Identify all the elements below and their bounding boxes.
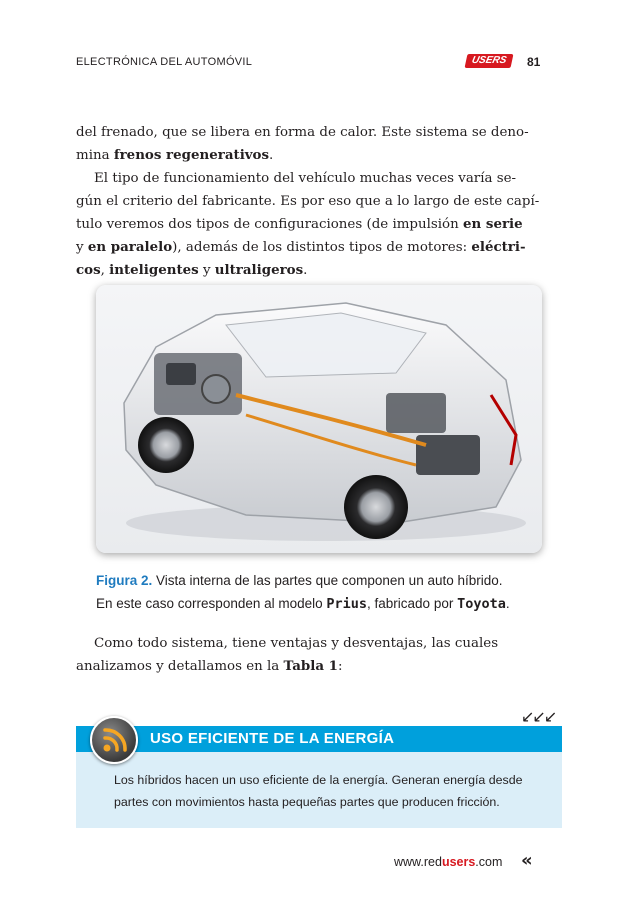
text-line: cos, inteligentes y ultraligeros. [76, 262, 308, 278]
tip-title: USO EFICIENTE DE LA ENERGÍA [150, 730, 395, 747]
rss-feed-icon [90, 716, 138, 764]
term-frenos-regenerativos: frenos regenerativos [113, 147, 270, 163]
tip-text: Los híbridos hacen un uso eficiente de la energía. Generan energía desde partes con movimientos hasta pequeñas partes que producen fricción. [114, 773, 523, 809]
text-line: mina frenos regenerativos. [76, 147, 274, 163]
term-ultraligeros: ultraligeros [214, 262, 304, 278]
model-name: Prius [326, 596, 368, 612]
figure-caption-line-2: En este caso corresponden al modelo Prius, fabricado por Toyota. [96, 596, 510, 612]
users-logo: USERS [465, 54, 514, 68]
term-en-paralelo: en paralelo [87, 239, 173, 255]
text-line: gún el criterio del fabricante. Es por eso que a lo largo de este capí- [76, 194, 540, 209]
text-line: tulo veremos dos tipos de configuraciones (de impulsión en serie [76, 216, 523, 232]
table-reference: Tabla 1 [283, 658, 338, 674]
text-line: analizamos y detallamos en la Tabla 1: [76, 658, 343, 674]
car-illustration [96, 285, 542, 553]
tip-arrows: ↙↙↙ [521, 707, 556, 726]
figure-label: Figura 2. [96, 573, 153, 588]
hybrid-car-cutaway-image [96, 285, 542, 553]
running-header-title: ELECTRÓNICA DEL AUTOMÓVIL [76, 56, 253, 68]
text-line: del frenado, que se libera en forma de calor. Este sistema se deno- [76, 125, 529, 140]
text-line: El tipo de funcionamiento del vehículo muchas veces varía se- [94, 171, 517, 186]
term-en-serie: en serie [463, 216, 523, 232]
body-paragraph-2 [76, 632, 562, 678]
text-line: y en paralelo), además de los distintos tipos de motores: eléctri- [76, 239, 526, 255]
footer-arrows-icon: « [521, 850, 533, 871]
text-line: Como todo sistema, tiene ventajas y desventajas, las cuales [94, 636, 499, 651]
maker-name: Toyota [457, 596, 506, 612]
body-paragraph-1 [76, 121, 562, 282]
figure-caption-line-1: Figura 2. Vista interna de las partes que componen un auto híbrido. [96, 573, 503, 588]
term-inteligentes: inteligentes [109, 262, 199, 278]
term-electricos: eléctri- [471, 239, 526, 255]
page-number: 81 [527, 55, 541, 69]
footer-website-link[interactable]: www.redusers.com [394, 855, 503, 869]
